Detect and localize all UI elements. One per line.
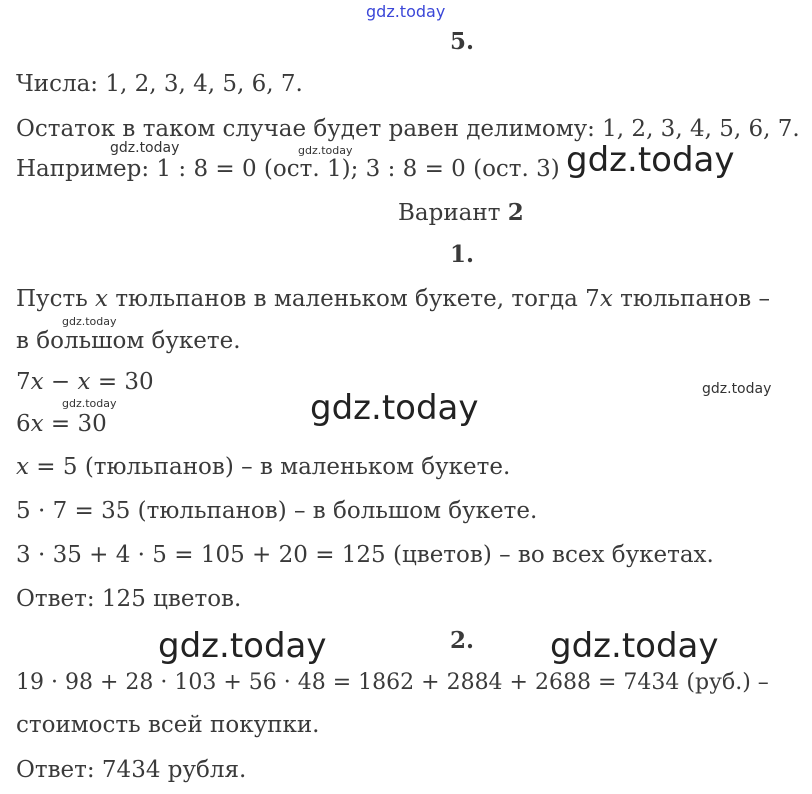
watermark-tiny-1: gdz.today [298,144,353,157]
text: Пусть [16,286,96,312]
task1-eq4: 5 · 7 = 35 (тюльпанов) – в большом букете. [16,498,538,524]
watermark-small-right: gdz.today [702,381,772,397]
var-x: x [599,286,613,312]
task2-eq1: 19 · 98 + 28 · 103 + 56 · 48 = 1862 + 2884 + 2688 = 7434 (руб.) – [16,670,769,695]
task5-numbers-line: Числа: 1, 2, 3, 4, 5, 6, 7. [16,71,303,97]
watermark-big-center: gdz.today [310,388,479,428]
variant-heading [398,199,524,227]
var-x: x [77,369,91,395]
watermark-tiny-2: gdz.today [62,315,117,328]
watermark-small-left: gdz.today [110,140,180,156]
text: 7 [16,369,31,395]
watermark-tiny-3: gdz.today [62,397,117,410]
watermark-big-bottom-left: gdz.today [158,626,327,666]
task1-answer: Ответ: 125 цветов. [16,586,242,612]
var-x: x [16,454,29,480]
task1-eq1 [16,368,154,396]
variant-label: Вариант [398,200,508,226]
watermark-top: gdz.today [366,2,446,21]
task5-example-line: Например: 1 : 8 = 0 (ост. 1); 3 : 8 = 0 (ост. 3) [16,156,560,182]
task2-line2: стоимость всей покупки. [16,712,320,738]
variant-number: 2 [507,199,524,226]
task5-number: 5. [450,28,475,55]
text: тюльпанов в маленьком букете, тогда 7 [108,286,600,312]
task1-line2: в большом букете. [16,328,241,354]
text: 6 [16,411,31,437]
task2-answer: Ответ: 7434 рубля. [16,757,247,783]
var-x: x [30,369,44,395]
watermark-big-bottom-right: gdz.today [550,626,719,666]
task1-line1 [16,285,770,313]
watermark-mid-right: gdz.today [566,140,735,180]
task1-eq2 [16,410,107,438]
task1-number: 1. [450,241,475,268]
text: тюльпанов – [612,286,770,312]
text: − [43,369,78,395]
text: = 5 (тюльпанов) – в маленьком букете. [28,454,511,480]
var-x: x [30,411,44,437]
var-x: x [95,286,109,312]
text: = 30 [90,369,154,395]
task1-eq5: 3 · 35 + 4 · 5 = 105 + 20 = 125 (цветов) – во всех букетах. [16,542,714,568]
task5-remainder-line: Остаток в таком случае будет равен делимому: 1, 2, 3, 4, 5, 6, 7. [16,116,800,142]
task2-number: 2. [450,627,475,654]
text: = 30 [43,411,107,437]
task1-eq3 [16,453,510,481]
